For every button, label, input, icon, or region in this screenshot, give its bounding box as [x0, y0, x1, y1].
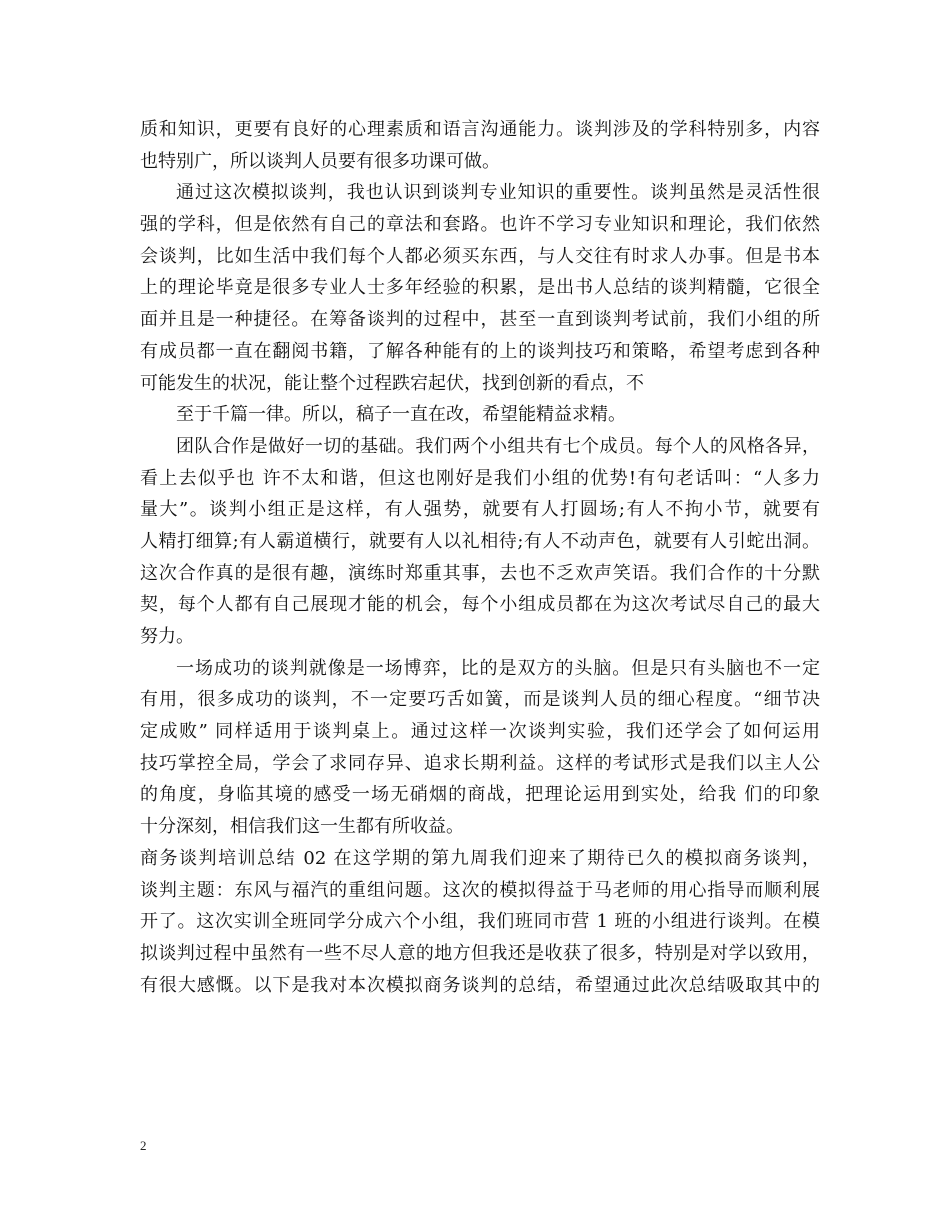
text-line: 十分深刻，相信我们这一生都有所收益。	[140, 816, 464, 838]
text-line: 面并且是一种捷径。在筹备谈判的过程中，甚至一直到谈判考试前，我们小组的所	[140, 309, 820, 331]
text-line: 上的理论毕竟是很多专业人士多年经验的积累，是出书人总结的谈判精髓，它很全	[140, 277, 820, 299]
text-line: 至于千篇一律。所以，稿子一直在改，希望能精益求精。	[176, 404, 626, 426]
text-line: 开了。这次实训全班同学分成六个小组，我们班同市营 1 班的小组进行谈判。在模	[140, 911, 820, 933]
text-line: 会谈判，比如生活中我们每个人都必须买东西，与人交往有时求人办事。但是书本	[140, 245, 820, 267]
text-line: 拟谈判过程中虽然有一些不尽人意的地方但我还是收获了很多，特别是对学以致用，	[140, 942, 820, 964]
text-line: 努力。	[140, 626, 194, 647]
body-text	[140, 114, 820, 1001]
text-line: 商务谈判培训总结 02 在这学期的第九周我们迎来了期待已久的模拟商务谈判，	[140, 847, 820, 869]
text-line: 也特别广，所以谈判人员要有很多功课可做。	[140, 150, 500, 172]
text-line: 量大”。谈判小组正是这样，有人强势，就要有人打圆场;有人不拘小节，就要有	[140, 499, 820, 521]
text-line: 契，每个人都有自己展现才能的机会，每个小组成员都在为这次考试尽自己的最大	[140, 594, 820, 616]
text-line: 强的学科，但是依然有自己的章法和套路。也许不学习专业知识和理论，我们依然	[140, 214, 820, 236]
text-line: 通过这次模拟谈判，我也认识到谈判专业知识的重要性。谈判虽然是灵活性很	[176, 182, 820, 204]
text-line: 定成败” 同样适用于谈判桌上。通过这样一次谈判实验，我们还学会了如何运用	[140, 721, 820, 743]
text-line: 可能发生的状况，能让整个过程跌宕起伏，找到创新的看点，不	[140, 372, 644, 394]
text-line: 有用，很多成功的谈判，不一定要巧舌如簧，而是谈判人员的细心程度。“细节决	[140, 689, 820, 711]
text-line: 看上去似乎也 许不太和谐，但这也刚好是我们小组的优势!有句老话叫：“人多力	[140, 467, 820, 489]
text-line: 技巧掌控全局，学会了求同存异、追求长期利益。这样的考试形式是我们以主人公	[140, 752, 820, 774]
text-line: 的角度，身临其境的感受一场无硝烟的商战，把理论运用到实处，给我 们的印象	[140, 784, 820, 806]
text-line: 人精打细算;有人霸道横行，就要有人以礼相待;有人不动声色，就要有人引蛇出洞。	[140, 530, 820, 552]
text-line: 有成员都一直在翻阅书籍，了解各种能有的上的谈判技巧和策略，希望考虑到各种	[140, 340, 820, 362]
text-line: 有很大感慨。以下是我对本次模拟商务谈判的总结，希望通过此次总结吸取其中的	[140, 974, 820, 996]
page-number: 2	[140, 1138, 147, 1153]
text-line: 这次合作真的是很有趣，演练时郑重其事，去也不乏欢声笑语。我们合作的十分默	[140, 562, 820, 584]
text-line: 一场成功的谈判就像是一场博弈，比的是双方的头脑。但是只有头脑也不一定	[176, 657, 820, 679]
text-line: 质和知识，更要有良好的心理素质和语言沟通能力。谈判涉及的学科特别多，内容	[140, 119, 820, 140]
text-line: 团队合作是做好一切的基础。我们两个小组共有七个成员。每个人的风格各异，	[176, 435, 820, 457]
text-line: 谈判主题：东风与福汽的重组问题。这次的模拟得益于马老师的用心指导而顺利展	[140, 879, 820, 901]
